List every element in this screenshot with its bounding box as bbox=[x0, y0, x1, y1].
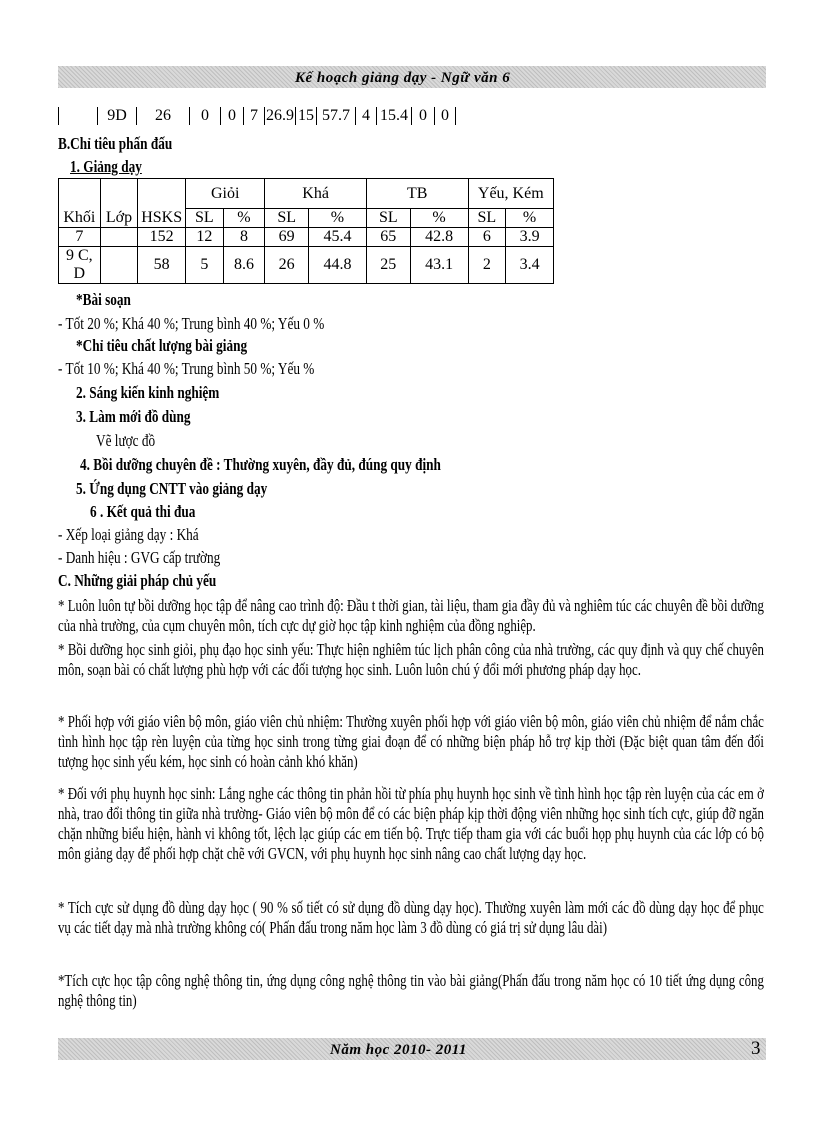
teaching-title: 1. Giảng dạy bbox=[70, 157, 142, 176]
header-hsks: HSKS bbox=[138, 179, 186, 228]
table-cell: 9D bbox=[98, 107, 137, 125]
bai-soan-heading: *Bài soạn bbox=[76, 290, 131, 309]
table-cell: 3.4 bbox=[506, 247, 554, 284]
table-cell: 2 bbox=[468, 247, 506, 284]
table-cell: 0 bbox=[412, 107, 435, 125]
table-cell: 152 bbox=[138, 228, 186, 247]
subheader-cell: SL bbox=[186, 209, 224, 228]
section-b-title: B.Chỉ tiêu phấn đấu bbox=[58, 134, 173, 153]
chat-luong-heading: *Chỉ tiêu chất lượng bài giảng bbox=[76, 336, 248, 355]
subheader-cell: SL bbox=[468, 209, 506, 228]
table-cell: 43.1 bbox=[410, 247, 468, 284]
table-cell: 8.6 bbox=[223, 247, 265, 284]
subheader-cell: % bbox=[506, 209, 554, 228]
row-9d-table bbox=[58, 107, 456, 125]
subheader-cell: % bbox=[309, 209, 367, 228]
subheader-cell: % bbox=[410, 209, 468, 228]
item-boi-duong: 4. Bồi dưỡng chuyên đề : Thường xuyên, đầy đủ, đúng quy định bbox=[80, 455, 441, 474]
table-cell: 45.4 bbox=[309, 228, 367, 247]
paragraph: * Luôn luôn tự bồi dưỡng học tập để nâng cao trình độ: Đầu t thời gian, tài liệu, tham gia đầy đủ và nghiêm túc các chuyên đề bồi dưỡng của nhà trường, của cụm chuyên môn, tích cực dự giờ học tập kinh nghiệm của đồng nghiệp. bbox=[58, 596, 764, 635]
table-cell: 26.9 bbox=[266, 107, 294, 124]
table-cell: 8 bbox=[223, 228, 265, 247]
header-tb: TB bbox=[366, 179, 468, 209]
table-cell: 69 bbox=[265, 228, 309, 247]
table-cell: 65 bbox=[366, 228, 410, 247]
item-ung-dung-cntt: 5. Ứng dụng CNTT vào giảng dạy bbox=[76, 479, 268, 498]
danh-hieu-line: - Danh hiệu : GVG cấp trường bbox=[58, 548, 221, 567]
table-cell: 3.9 bbox=[506, 228, 554, 247]
paragraph: * Đối với phụ huynh học sinh: Lắng nghe các thông tin phản hồi từ phía phụ huynh học sinh về tình hình học tập rèn luyện của các em ở nhà, trao đổi thông tin giữa nhà trường- Giáo viên bộ môn để có các biện pháp kịp thời động viên những học sinh tích cực, giúp đỡ ngăn chặn những biểu hiện, hành vi không tốt, lệch lạc giúp các em tiến bộ. Trực tiếp tham gia với các buổi họp phụ huynh của các lớp có bộ môn giảng dạy để phối hợp chặt chẽ với GVCN, với phụ huynh học sinh nâng cao chất lượng dạy học. bbox=[58, 784, 764, 863]
table-cell bbox=[59, 107, 98, 125]
table-cell: 7 bbox=[244, 107, 265, 125]
table-cell: 7 bbox=[59, 228, 101, 247]
table-cell: 58 bbox=[138, 247, 186, 284]
subheader-cell: SL bbox=[366, 209, 410, 228]
table-cell bbox=[100, 247, 138, 284]
table-cell: 26 bbox=[265, 247, 309, 284]
paragraph: * Tích cực sử dụng đồ dùng dạy học ( 90 % số tiết có sử dụng đồ dùng dạy học). Thường xuyên làm mới các đồ dùng dạy học để phục vụ các tiết dạy mà nhà trường không có( Phấn đấu trong năm học làm 3 đồ dùng có giá trị sử dụng lâu dài) bbox=[58, 898, 764, 937]
subheader-cell: SL bbox=[265, 209, 309, 228]
subheader-cell: % bbox=[223, 209, 265, 228]
item-ket-qua-thi-dua: 6 . Kết quả thi đua bbox=[90, 502, 196, 521]
header-lop: Lớp bbox=[100, 179, 138, 228]
item-lam-moi-do-dung: 3. Làm mới đồ dùng bbox=[76, 407, 191, 426]
table-cell: 9 C, D bbox=[59, 247, 101, 284]
xep-loai-line: - Xếp loại giảng dạy : Khá bbox=[58, 525, 199, 544]
table-cell: 0 bbox=[435, 107, 456, 125]
table-cell: 42.8 bbox=[410, 228, 468, 247]
section-c-title: C. Những giải pháp chủ yếu bbox=[58, 571, 217, 590]
table-cell: 44.8 bbox=[309, 247, 367, 284]
paragraph: * Phối hợp với giáo viên bộ môn, giáo viên chủ nhiệm: Thường xuyên phối hợp với giáo viên bộ môn, giáo viên chủ nhiệm để nắm chắc tình hình học tập rèn luyện của từng học sinh trong từng giai đoạn để có những biện pháp hỗ trợ kịp thời (Đặc biệt quan tâm đến đối tượng học sinh yếu kém, học sinh có hoàn cảnh khó khăn) bbox=[58, 712, 764, 771]
paragraph: * Bồi dưỡng học sinh giỏi, phụ đạo học sinh yếu: Thực hiện nghiêm túc lịch phân công của nhà trường, các quy định và quy chế chuyên môn, soạn bài có chất lượng phù hợp với các đối tượng học sinh. Luôn luôn chú ý đổi mới phương pháp dạy học. bbox=[58, 640, 764, 679]
item-sang-kien: 2. Sáng kiến kinh nghiệm bbox=[76, 383, 220, 402]
table-cell: 6 bbox=[468, 228, 506, 247]
table-row bbox=[59, 228, 554, 247]
paragraph: *Tích cực học tập công nghệ thông tin, ứng dụng công nghệ thông tin vào bài giảng(Phấn đấu trong năm học có 10 tiết ứng dụng công nghệ thông tin) bbox=[58, 971, 764, 1010]
table-cell: 12 bbox=[186, 228, 224, 247]
table-cell: 26 bbox=[137, 107, 190, 125]
bai-soan-line: - Tốt 20 %; Khá 40 %; Trung bình 40 %; Yếu 0 % bbox=[58, 314, 325, 333]
table-cell: 15.4 bbox=[377, 107, 412, 125]
table-cell: 0 bbox=[221, 107, 244, 125]
targets-table bbox=[58, 178, 554, 284]
table-cell: 15 bbox=[296, 107, 317, 125]
item-ve-luoc-do: Vẽ lược đồ bbox=[96, 431, 156, 450]
table-cell: 25 bbox=[366, 247, 410, 284]
header-gioi: Giỏi bbox=[186, 179, 265, 209]
table-cell: 5 bbox=[186, 247, 224, 284]
table-cell: 0 bbox=[190, 107, 221, 125]
header-kha: Khá bbox=[265, 179, 367, 209]
table-cell: 4 bbox=[356, 107, 377, 125]
header-yeu-kem: Yếu, Kém bbox=[468, 179, 553, 209]
table-cell bbox=[100, 228, 138, 247]
header-khoi: Khối bbox=[59, 179, 101, 228]
table-row bbox=[59, 247, 554, 284]
table-cell: 57.7 bbox=[317, 107, 356, 125]
footer-title: Năm học 2010- 2011 bbox=[330, 1042, 467, 1058]
header-title: Kế hoạch giảng dạy - Ngữ văn 6 bbox=[295, 70, 511, 86]
page-number: 3 bbox=[751, 1038, 761, 1059]
chat-luong-line: - Tốt 10 %; Khá 40 %; Trung bình 50 %; Yếu % bbox=[58, 359, 315, 378]
